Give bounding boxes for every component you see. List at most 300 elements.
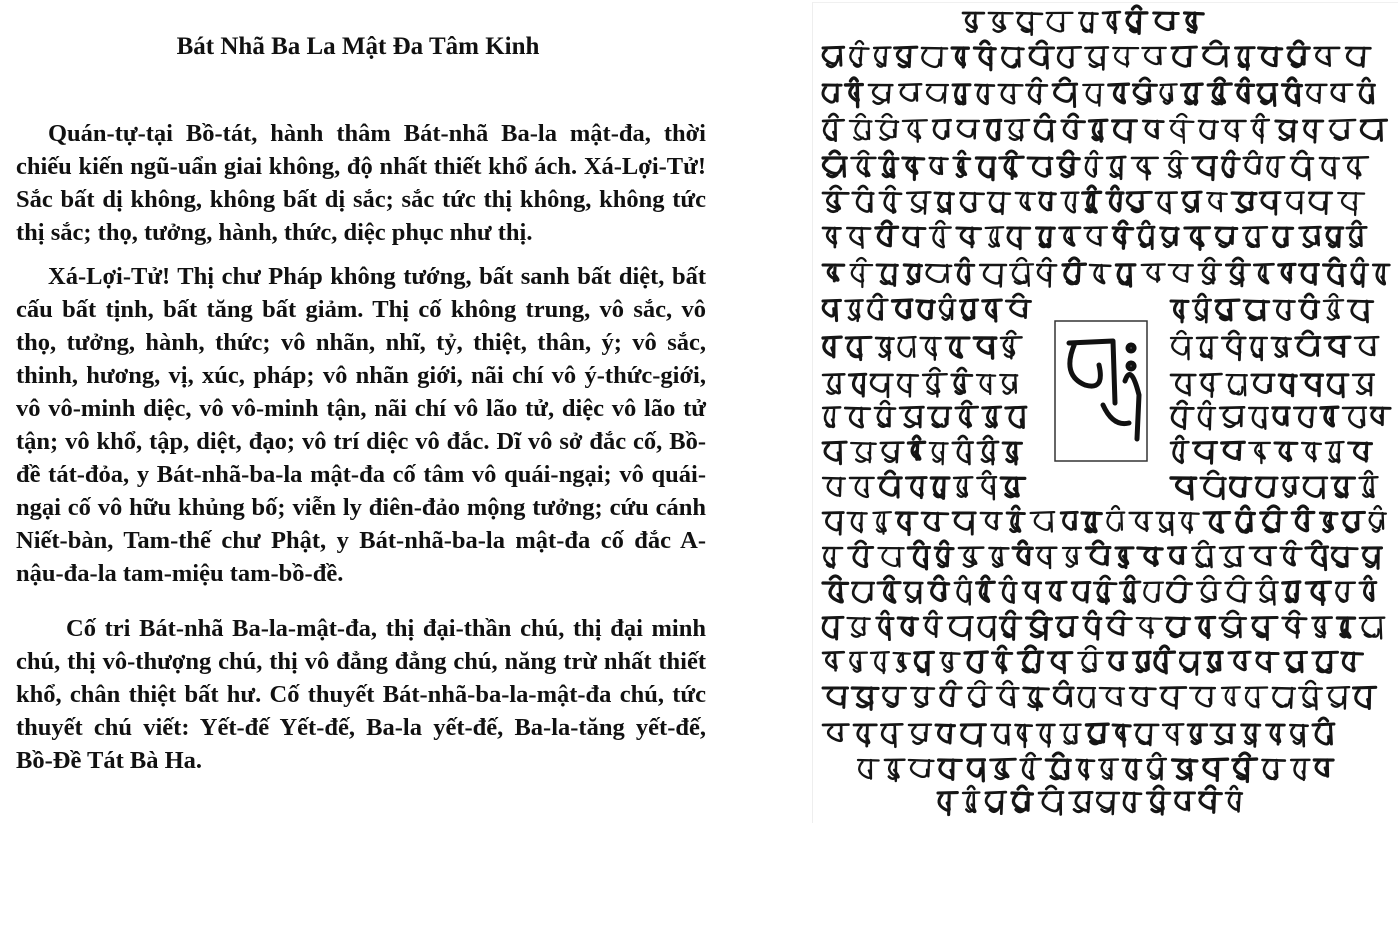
siddham-glyph	[903, 228, 925, 247]
siddham-glyph	[1070, 792, 1093, 811]
siddham-glyph	[1112, 121, 1136, 142]
siddham-glyph	[1291, 151, 1313, 180]
siddham-glyph	[1079, 13, 1097, 32]
siddham-glyph	[878, 548, 903, 567]
siddham-glyph	[1250, 338, 1266, 360]
siddham-glyph	[1107, 653, 1126, 670]
siddham-glyph	[1161, 688, 1186, 709]
siddham-glyph	[1084, 611, 1101, 639]
siddham-glyph	[948, 617, 972, 640]
siddham-glyph	[929, 576, 949, 601]
siddham-glyph	[892, 300, 911, 318]
siddham-glyph	[1320, 158, 1339, 178]
siddham-glyph	[1046, 753, 1070, 779]
siddham-glyph	[1103, 12, 1120, 33]
siddham-glyph	[1233, 753, 1257, 781]
siddham-glyph	[823, 85, 841, 102]
siddham-glyph	[1005, 120, 1029, 140]
siddham-glyph	[1220, 407, 1244, 426]
siddham-glyph	[1324, 294, 1343, 320]
siddham-glyph	[1000, 151, 1024, 178]
siddham-glyph	[895, 47, 917, 67]
siddham-glyph	[876, 338, 893, 360]
siddham-glyph	[1171, 478, 1196, 499]
siddham-glyph	[1078, 646, 1103, 672]
siddham-glyph	[898, 618, 917, 635]
siddham-glyph	[981, 513, 1002, 529]
siddham-glyph	[953, 85, 970, 104]
siddham-glyph	[1120, 576, 1140, 603]
siddham-glyph	[1175, 793, 1195, 810]
siddham-glyph	[1328, 375, 1349, 397]
siddham-glyph	[1147, 753, 1166, 779]
siddham-glyph	[1085, 47, 1108, 69]
siddham-glyph	[1211, 725, 1235, 744]
siddham-glyph	[909, 725, 931, 744]
siddham-glyph	[1135, 725, 1158, 745]
siddham-glyph	[823, 548, 842, 568]
siddham-glyph	[1279, 264, 1295, 282]
siddham-glyph	[1204, 513, 1230, 533]
siddham-glyph	[1061, 512, 1077, 529]
siddham-glyph	[1000, 375, 1017, 394]
siddham-glyph	[904, 265, 921, 284]
siddham-glyph	[936, 725, 955, 743]
siddham-glyph	[952, 48, 968, 67]
siddham-glyph	[1259, 48, 1282, 66]
siddham-glyph	[1147, 786, 1170, 814]
siddham-glyph	[1168, 548, 1185, 564]
siddham-glyph	[1116, 548, 1133, 568]
siddham-glyph	[1361, 120, 1386, 140]
siddham-glyph	[1023, 583, 1041, 602]
siddham-glyph	[1124, 793, 1141, 812]
siddham-glyph	[1338, 193, 1364, 215]
siddham-glyph	[1358, 78, 1375, 103]
siddham-glyph	[985, 120, 1001, 139]
siddham-glyph	[848, 513, 867, 532]
siddham-glyph	[997, 681, 1019, 707]
siddham-glyph	[1077, 760, 1095, 779]
siddham-manuscript-image	[812, 2, 1398, 823]
siddham-glyph	[1130, 513, 1152, 531]
siddham-glyph	[1371, 408, 1390, 425]
siddham-glyph	[823, 478, 845, 496]
siddham-glyph	[1349, 443, 1372, 461]
siddham-glyph	[823, 151, 846, 177]
siddham-glyph	[963, 13, 984, 32]
siddham-glyph	[1185, 13, 1204, 32]
siddham-glyph	[1172, 47, 1197, 66]
siddham-glyph	[883, 688, 906, 707]
siddham-glyph	[1031, 512, 1055, 531]
siddham-glyph	[1353, 375, 1374, 395]
siddham-glyph	[1097, 793, 1119, 814]
siddham-glyph	[956, 401, 978, 427]
siddham-glyph	[823, 576, 848, 602]
siddham-glyph	[823, 47, 844, 66]
siddham-glyph	[846, 337, 871, 359]
siddham-glyph	[1249, 408, 1268, 429]
siddham-glyph	[1288, 41, 1309, 67]
siddham-glyph	[921, 338, 941, 360]
siddham-glyph	[1046, 582, 1066, 600]
siddham-glyph	[1267, 157, 1285, 177]
siddham-glyph	[879, 151, 898, 177]
siddham-glyph	[908, 436, 924, 459]
siddham-glyph	[1001, 478, 1025, 497]
siddham-glyph	[1193, 443, 1216, 464]
paragraph-1: Quán-tự-tại Bồ-tát, hành thâm Bát-nhã Ba-la mật-đa, thời chiếu kiến ngũ-uẩn giai không, độ nhất thiết khổ ách. Xá-Lợi-Tử! Sắc bất dị không, không bất dị sắc; sắc tức thị không, không tức thị sắc; thọ, tưởng, hành, thức, diệc phục như thị.	[16, 120, 706, 246]
siddham-glyph	[930, 221, 951, 247]
siddham-glyph	[1330, 120, 1356, 140]
siddham-glyph	[1243, 227, 1267, 246]
siddham-glyph	[899, 337, 916, 357]
siddham-glyph	[933, 120, 951, 138]
siddham-glyph	[1010, 258, 1033, 286]
siddham-glyph	[1252, 375, 1274, 393]
siddham-glyph	[1256, 478, 1277, 497]
siddham-glyph	[1203, 759, 1227, 780]
siddham-glyph	[968, 760, 985, 781]
siddham-glyph	[1016, 193, 1035, 210]
siddham-glyph	[1261, 506, 1287, 532]
siddham-glyph	[1226, 786, 1242, 811]
siddham-glyph	[876, 114, 898, 140]
siddham-glyph	[850, 41, 868, 67]
siddham-glyph	[1207, 193, 1227, 211]
siddham-glyph	[1291, 760, 1309, 780]
siddham-glyph	[999, 85, 1023, 103]
siddham-glyph	[1063, 258, 1085, 284]
siddham-glyph	[1028, 158, 1052, 176]
siddham-glyph	[989, 13, 1013, 32]
siddham-glyph	[922, 513, 948, 531]
siddham-glyph	[924, 611, 942, 637]
siddham-glyph	[1249, 443, 1270, 463]
siddham-glyph	[915, 652, 934, 674]
siddham-glyph	[1086, 724, 1108, 743]
siddham-glyph	[1343, 157, 1368, 178]
paragraph-2: Xá-Lợi-Tử! Thị chư Pháp không tướng, bất sanh bất diệt, bất cấu bất tịnh, bất tăng bất giảm. Thị cố không trung, vô sắc, vô thọ, tưởng, hành, thức; vô nhãn, nhĩ, tỷ, thiệt, thân, ý; vô sắc, thinh, hương, vị, xúc, pháp; vô nhãn giới, nãi chí vô ý-thức-giới, vô vô-minh diệc, vô vô-minh tận, nãi chí vô lão tử, diệc vô lão tử tận; vô khổ, tập, diệt, đạo; vô trí diệc vô đắc. Dĩ vô sở đắc cố, Bồ-đề tát-đỏa, y Bát-nhã-ba-la mật-đa cố tâm vô quái-ngại; vô quái-ngại cố vô hữu khủng bố; viễn ly điên-đảo mộng tưởng; cứu cánh Niết-bàn, Tam-thế chư Phật, y Bát-nhã-ba-la mật-đa cố đắc A-nậu-đa-la tam-miệu tam-bồ-đề.	[16, 263, 706, 587]
siddham-glyph	[1000, 611, 1021, 639]
siddham-glyph	[976, 158, 995, 180]
siddham-glyph	[1306, 582, 1330, 604]
siddham-glyph	[1006, 407, 1026, 427]
siddham-glyph	[852, 583, 873, 602]
siddham-glyph	[1229, 652, 1250, 670]
siddham-glyph	[1039, 786, 1063, 814]
siddham-glyph	[1324, 258, 1346, 286]
siddham-glyph	[850, 653, 867, 672]
siddham-glyph	[1314, 760, 1333, 776]
siddham-glyph	[930, 158, 948, 174]
siddham-glyph	[1109, 84, 1129, 103]
siddham-glyph	[1309, 193, 1332, 214]
siddham-glyph	[931, 478, 949, 498]
siddham-glyph	[983, 300, 1002, 321]
siddham-glyph	[1154, 13, 1179, 30]
siddham-glyph	[1279, 375, 1296, 396]
siddham-glyph	[1197, 576, 1221, 602]
siddham-glyph	[1336, 583, 1355, 602]
siddham-glyph	[1179, 513, 1199, 533]
siddham-glyph	[823, 186, 848, 212]
siddham-glyph	[1037, 548, 1057, 568]
siddham-glyph	[1256, 653, 1278, 672]
siddham-glyph	[928, 408, 950, 427]
siddham-glyph	[1258, 85, 1277, 106]
siddham-glyph	[1312, 618, 1331, 638]
siddham-glyph	[1100, 688, 1124, 706]
siddham-glyph	[880, 186, 901, 213]
siddham-glyph	[1198, 401, 1215, 429]
siddham-glyph	[1246, 687, 1267, 707]
siddham-glyph	[1113, 221, 1132, 248]
siddham-glyph	[989, 548, 1008, 567]
siddham-glyph	[1331, 85, 1352, 102]
siddham-glyph	[1171, 301, 1188, 322]
siddham-glyph	[963, 786, 979, 812]
siddham-glyph	[1144, 583, 1163, 602]
siddham-glyph	[1000, 576, 1017, 603]
paragraph-3: Cố tri Bát-nhã Ba-la-mật-đa, thị đại-thần chú, thị đại minh chú, thị vô-thượng chú, thị vô đẳng đẳng chú, năng trừ nhất thiết khổ, chân thiệt bất hư. Cố thuyết Bát-nhã-ba-la-mật-đa chú, tức thuyết chú viết: Yết-đế Yết-đế, Ba-la yết-đế, Ba-la-tăng yết-đế, Bồ-Đề Tát Bà Ha.	[16, 615, 706, 774]
siddham-glyph	[1027, 611, 1052, 639]
siddham-glyph	[1099, 760, 1118, 780]
siddham-glyph	[1306, 85, 1327, 103]
siddham-glyph	[1171, 375, 1195, 395]
siddham-glyph	[1113, 725, 1130, 746]
siddham-glyph	[1170, 114, 1193, 143]
siddham-glyph	[907, 192, 930, 213]
siddham-glyph	[1072, 583, 1090, 603]
siddham-glyph	[1275, 443, 1297, 461]
siddham-glyph	[1353, 687, 1375, 708]
siddham-glyph	[1359, 471, 1377, 497]
siddham-glyph	[881, 724, 902, 746]
siddham-glyph	[1061, 193, 1078, 213]
siddham-glyph	[926, 265, 951, 282]
siddham-glyph	[1193, 294, 1211, 322]
siddham-glyph	[935, 541, 953, 567]
siddham-glyph	[957, 121, 979, 138]
siddham-glyph	[823, 513, 843, 535]
siddham-glyph	[1242, 725, 1260, 746]
siddham-glyph	[898, 375, 918, 396]
siddham-glyph	[954, 151, 970, 177]
siddham-glyph	[1285, 652, 1307, 671]
siddham-glyph	[1208, 78, 1231, 104]
siddham-glyph	[1302, 443, 1321, 461]
siddham-glyph	[1346, 48, 1370, 66]
siddham-glyph	[1256, 576, 1278, 605]
siddham-glyph	[1138, 548, 1162, 565]
siddham-glyph	[1282, 478, 1298, 497]
siddham-glyph	[1161, 228, 1179, 247]
siddham-glyph	[850, 258, 872, 287]
siddham-glyph	[1142, 48, 1165, 64]
siddham-glyph	[1048, 653, 1072, 673]
siddham-glyph	[1142, 264, 1165, 281]
siddham-glyph	[1060, 725, 1080, 744]
siddham-glyph	[1220, 611, 1246, 637]
siddham-glyph	[1015, 725, 1031, 747]
siddham-glyph	[1082, 513, 1101, 532]
siddham-glyph	[1196, 618, 1215, 638]
siddham-glyph	[1232, 193, 1256, 212]
siddham-glyph	[845, 300, 862, 320]
siddham-glyph	[1299, 681, 1322, 709]
siddham-glyph	[868, 294, 888, 319]
siddham-glyph	[871, 375, 893, 397]
siddham-glyph	[823, 300, 840, 320]
siddham-glyph	[881, 443, 904, 463]
siddham-glyph	[1155, 646, 1175, 673]
siddham-glyph	[957, 228, 981, 247]
siddham-glyph	[1332, 478, 1355, 497]
siddham-glyph	[909, 760, 934, 777]
siddham-glyph	[1227, 375, 1247, 395]
siddham-glyph	[1017, 13, 1042, 35]
siddham-glyph	[1320, 513, 1337, 532]
siddham-glyph	[858, 760, 879, 779]
siddham-glyph	[952, 368, 972, 394]
siddham-glyph	[1216, 300, 1239, 320]
siddham-glyph	[1201, 471, 1226, 499]
siddham-glyph	[1244, 151, 1263, 174]
siddham-glyph	[1063, 548, 1081, 567]
siddham-glyph	[977, 375, 995, 394]
siddham-glyph	[1313, 652, 1338, 672]
siddham-glyph	[873, 512, 891, 534]
siddham-glyph	[1272, 338, 1291, 357]
siddham-glyph	[1137, 618, 1162, 638]
siddham-glyph	[1190, 688, 1215, 706]
siddham-glyph	[991, 759, 1016, 779]
siddham-glyph	[1313, 718, 1334, 744]
sutra-text-panel	[16, 30, 706, 788]
siddham-glyph	[1283, 78, 1302, 105]
siddham-glyph	[876, 221, 898, 246]
siddham-glyph	[845, 408, 870, 427]
siddham-glyph	[1090, 265, 1111, 283]
siddham-glyph	[1086, 151, 1103, 177]
siddham-glyph	[1188, 725, 1207, 744]
siddham-glyph	[1013, 541, 1032, 565]
siddham-glyph	[1222, 151, 1239, 177]
siddham-glyph	[1156, 193, 1177, 214]
siddham-glyph	[1007, 506, 1024, 532]
siddham-glyph	[1107, 157, 1125, 179]
siddham-glyph	[823, 337, 841, 357]
siddham-glyph	[1315, 48, 1340, 66]
siddham-glyph	[1166, 618, 1190, 637]
siddham-glyph	[1222, 331, 1245, 360]
siddham-glyph	[1008, 228, 1030, 249]
siddham-glyph	[1225, 576, 1251, 602]
siddham-glyph	[1107, 186, 1123, 211]
siddham-glyph	[1164, 151, 1187, 178]
siddham-glyph	[1222, 121, 1246, 141]
siddham-glyph	[1199, 121, 1218, 139]
siddham-glyph	[939, 294, 955, 320]
siddham-glyph	[851, 443, 876, 462]
siddham-glyph	[1161, 84, 1177, 103]
siddham-glyph	[845, 78, 862, 107]
siddham-glyph	[823, 725, 848, 741]
siddham-glyph	[922, 48, 947, 67]
siddham-glyph	[1281, 541, 1302, 565]
siddham-glyph	[1037, 228, 1055, 247]
siddham-glyph	[1035, 114, 1055, 141]
siddham-glyph	[847, 228, 870, 248]
siddham-glyph	[877, 265, 897, 285]
siddham-glyph	[992, 646, 1011, 673]
siddham-glyph	[1143, 121, 1163, 138]
siddham-glyph	[874, 48, 891, 67]
siddham-glyph	[1283, 582, 1300, 602]
siddham-glyph	[974, 338, 996, 358]
siddham-glyph	[1363, 548, 1382, 568]
siddham-glyph	[960, 300, 977, 320]
siddham-glyph	[1039, 193, 1055, 210]
siddham-glyph	[1056, 617, 1077, 636]
siddham-glyph	[1193, 158, 1217, 180]
siddham-glyph	[1220, 547, 1244, 567]
siddham-glyph	[1352, 258, 1368, 286]
siddham-glyph	[1235, 48, 1254, 70]
siddham-glyph	[900, 407, 923, 427]
siddham-glyph	[1107, 611, 1131, 635]
siddham-glyph	[1226, 258, 1249, 286]
siddham-glyph	[923, 368, 947, 397]
siddham-glyph	[1274, 301, 1295, 320]
siddham-glyph	[1199, 258, 1221, 284]
siddham-glyph	[823, 228, 841, 247]
siddham-glyph	[986, 792, 1006, 814]
siddham-glyph	[875, 401, 895, 427]
siddham-glyph	[823, 617, 843, 639]
siddham-glyph	[852, 688, 878, 709]
siddham-glyph	[823, 442, 846, 464]
siddham-glyph	[850, 114, 872, 140]
siddham-glyph	[940, 653, 959, 672]
siddham-glyph	[1326, 442, 1344, 462]
siddham-glyph	[1024, 688, 1049, 710]
siddham-glyph	[946, 338, 969, 357]
siddham-glyph	[1185, 228, 1210, 250]
siddham-glyph	[1133, 78, 1156, 104]
siddham-glyph	[978, 617, 996, 640]
siddham-glyph	[1304, 478, 1327, 498]
siddham-glyph	[974, 41, 995, 70]
siddham-glyph	[1089, 120, 1107, 141]
siddham-glyph	[1342, 512, 1364, 531]
siddham-glyph	[1126, 6, 1147, 33]
siddham-glyph	[980, 265, 1006, 286]
siddham-glyph	[977, 471, 996, 499]
siddham-glyph	[1054, 681, 1073, 706]
siddham-glyph	[938, 793, 957, 815]
siddham-glyph	[1250, 548, 1276, 565]
siddham-glyph	[1197, 338, 1217, 359]
siddham-glyph	[1332, 548, 1357, 567]
siddham-glyph	[1018, 646, 1042, 672]
siddham-glyph	[977, 576, 995, 601]
siddham-glyph	[955, 576, 972, 605]
siddham-glyph	[869, 85, 893, 104]
siddham-glyph	[852, 151, 876, 176]
